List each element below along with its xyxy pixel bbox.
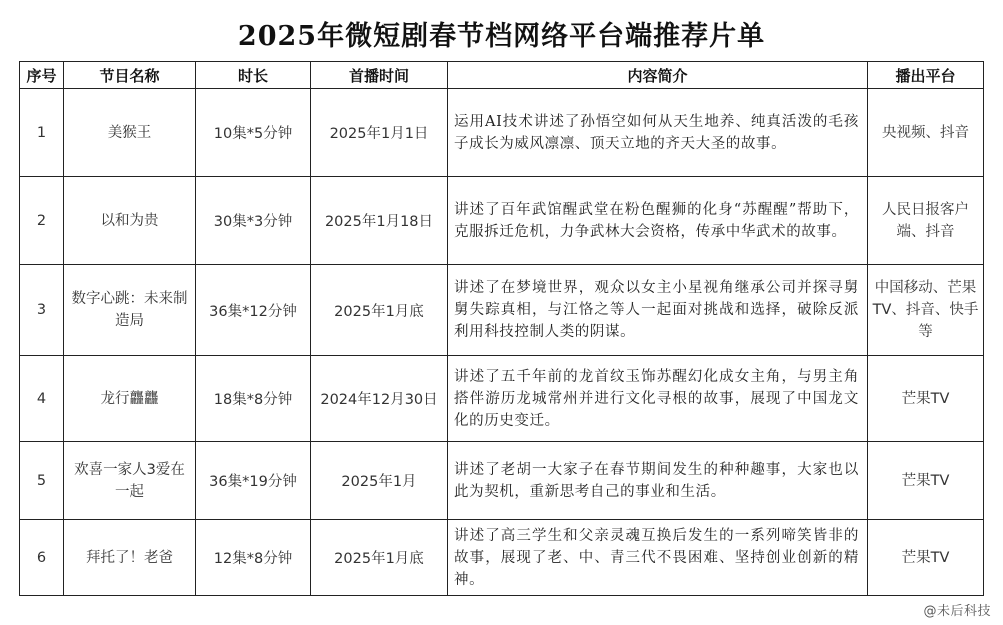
cell-name: 数字心跳：未来制造局 [64, 265, 196, 356]
cell-platform: 芒果TV [868, 442, 984, 520]
header-platform: 播出平台 [868, 62, 984, 89]
cell-duration: 36集*12分钟 [196, 265, 311, 356]
cell-name: 龙行龘龘 [64, 356, 196, 442]
cell-index: 2 [20, 177, 64, 265]
cell-premiere: 2025年1月1日 [311, 89, 448, 177]
table-row [20, 356, 984, 442]
cell-platform: 芒果TV [868, 356, 984, 442]
cell-summary: 讲述了高三学生和父亲灵魂互换后发生的一系列啼笑皆非的故事，展现了老、中、青三代不畏困难、坚持创业创新的精神。 [448, 520, 868, 596]
cell-summary: 讲述了在梦境世界，观众以女主小星视角继承公司并探寻舅舅失踪真相，与江恪之等人一起面对挑战和选择，破除反派利用科技控制人类的阴谋。 [448, 265, 868, 356]
header-name: 节目名称 [64, 62, 196, 89]
table-row [20, 520, 984, 596]
header-premiere: 首播时间 [311, 62, 448, 89]
cell-platform: 中国移动、芒果TV、抖音、快手等 [868, 265, 984, 356]
cell-premiere: 2025年1月18日 [311, 177, 448, 265]
cell-platform: 央视频、抖音 [868, 89, 984, 177]
cell-index: 1 [20, 89, 64, 177]
page-title: 2025年微短剧春节档网络平台端推荐片单 [237, 21, 766, 52]
cell-premiere: 2025年1月底 [311, 265, 448, 356]
cell-index: 6 [20, 520, 64, 596]
cell-summary: 讲述了五千年前的龙首纹玉饰苏醒幻化成女主角，与男主角搭伴游历龙城常州并进行文化寻根的故事，展现了中国龙文化的历史变迁。 [448, 356, 868, 442]
watermark-text: @未后科技 [923, 604, 991, 619]
cell-duration: 18集*8分钟 [196, 356, 311, 442]
cell-platform: 芒果TV [868, 520, 984, 596]
cell-premiere: 2025年1月底 [311, 520, 448, 596]
cell-name: 欢喜一家人3爱在一起 [64, 442, 196, 520]
header-summary: 内容简介 [448, 62, 868, 89]
table-row [20, 177, 984, 265]
cell-index: 5 [20, 442, 64, 520]
table-header-row [20, 62, 984, 89]
cell-summary: 运用AI技术讲述了孙悟空如何从天生地养、纯真活泼的毛孩子成长为威风凛凛、顶天立地的齐天大圣的故事。 [448, 89, 868, 177]
header-index: 序号 [20, 62, 64, 89]
header-duration: 时长 [196, 62, 311, 89]
cell-name: 拜托了！老爸 [64, 520, 196, 596]
table-row [20, 89, 984, 177]
recommendation-table [19, 61, 984, 596]
cell-duration: 30集*3分钟 [196, 177, 311, 265]
cell-duration: 12集*8分钟 [196, 520, 311, 596]
table-row [20, 265, 984, 356]
cell-name: 美猴王 [64, 89, 196, 177]
cell-name: 以和为贵 [64, 177, 196, 265]
cell-platform: 人民日报客户端、抖音 [868, 177, 984, 265]
cell-summary: 讲述了老胡一大家子在春节期间发生的种种趣事，大家也以此为契机，重新思考自己的事业和生活。 [448, 442, 868, 520]
cell-summary: 讲述了百年武馆醒武堂在粉色醒狮的化身“苏醒醒”帮助下，克服拆迁危机，力争武林大会资格，传承中华武术的故事。 [448, 177, 868, 265]
cell-index: 3 [20, 265, 64, 356]
cell-duration: 10集*5分钟 [196, 89, 311, 177]
table-row [20, 442, 984, 520]
cell-premiere: 2024年12月30日 [311, 356, 448, 442]
cell-index: 4 [20, 356, 64, 442]
cell-duration: 36集*19分钟 [196, 442, 311, 520]
cell-premiere: 2025年1月 [311, 442, 448, 520]
